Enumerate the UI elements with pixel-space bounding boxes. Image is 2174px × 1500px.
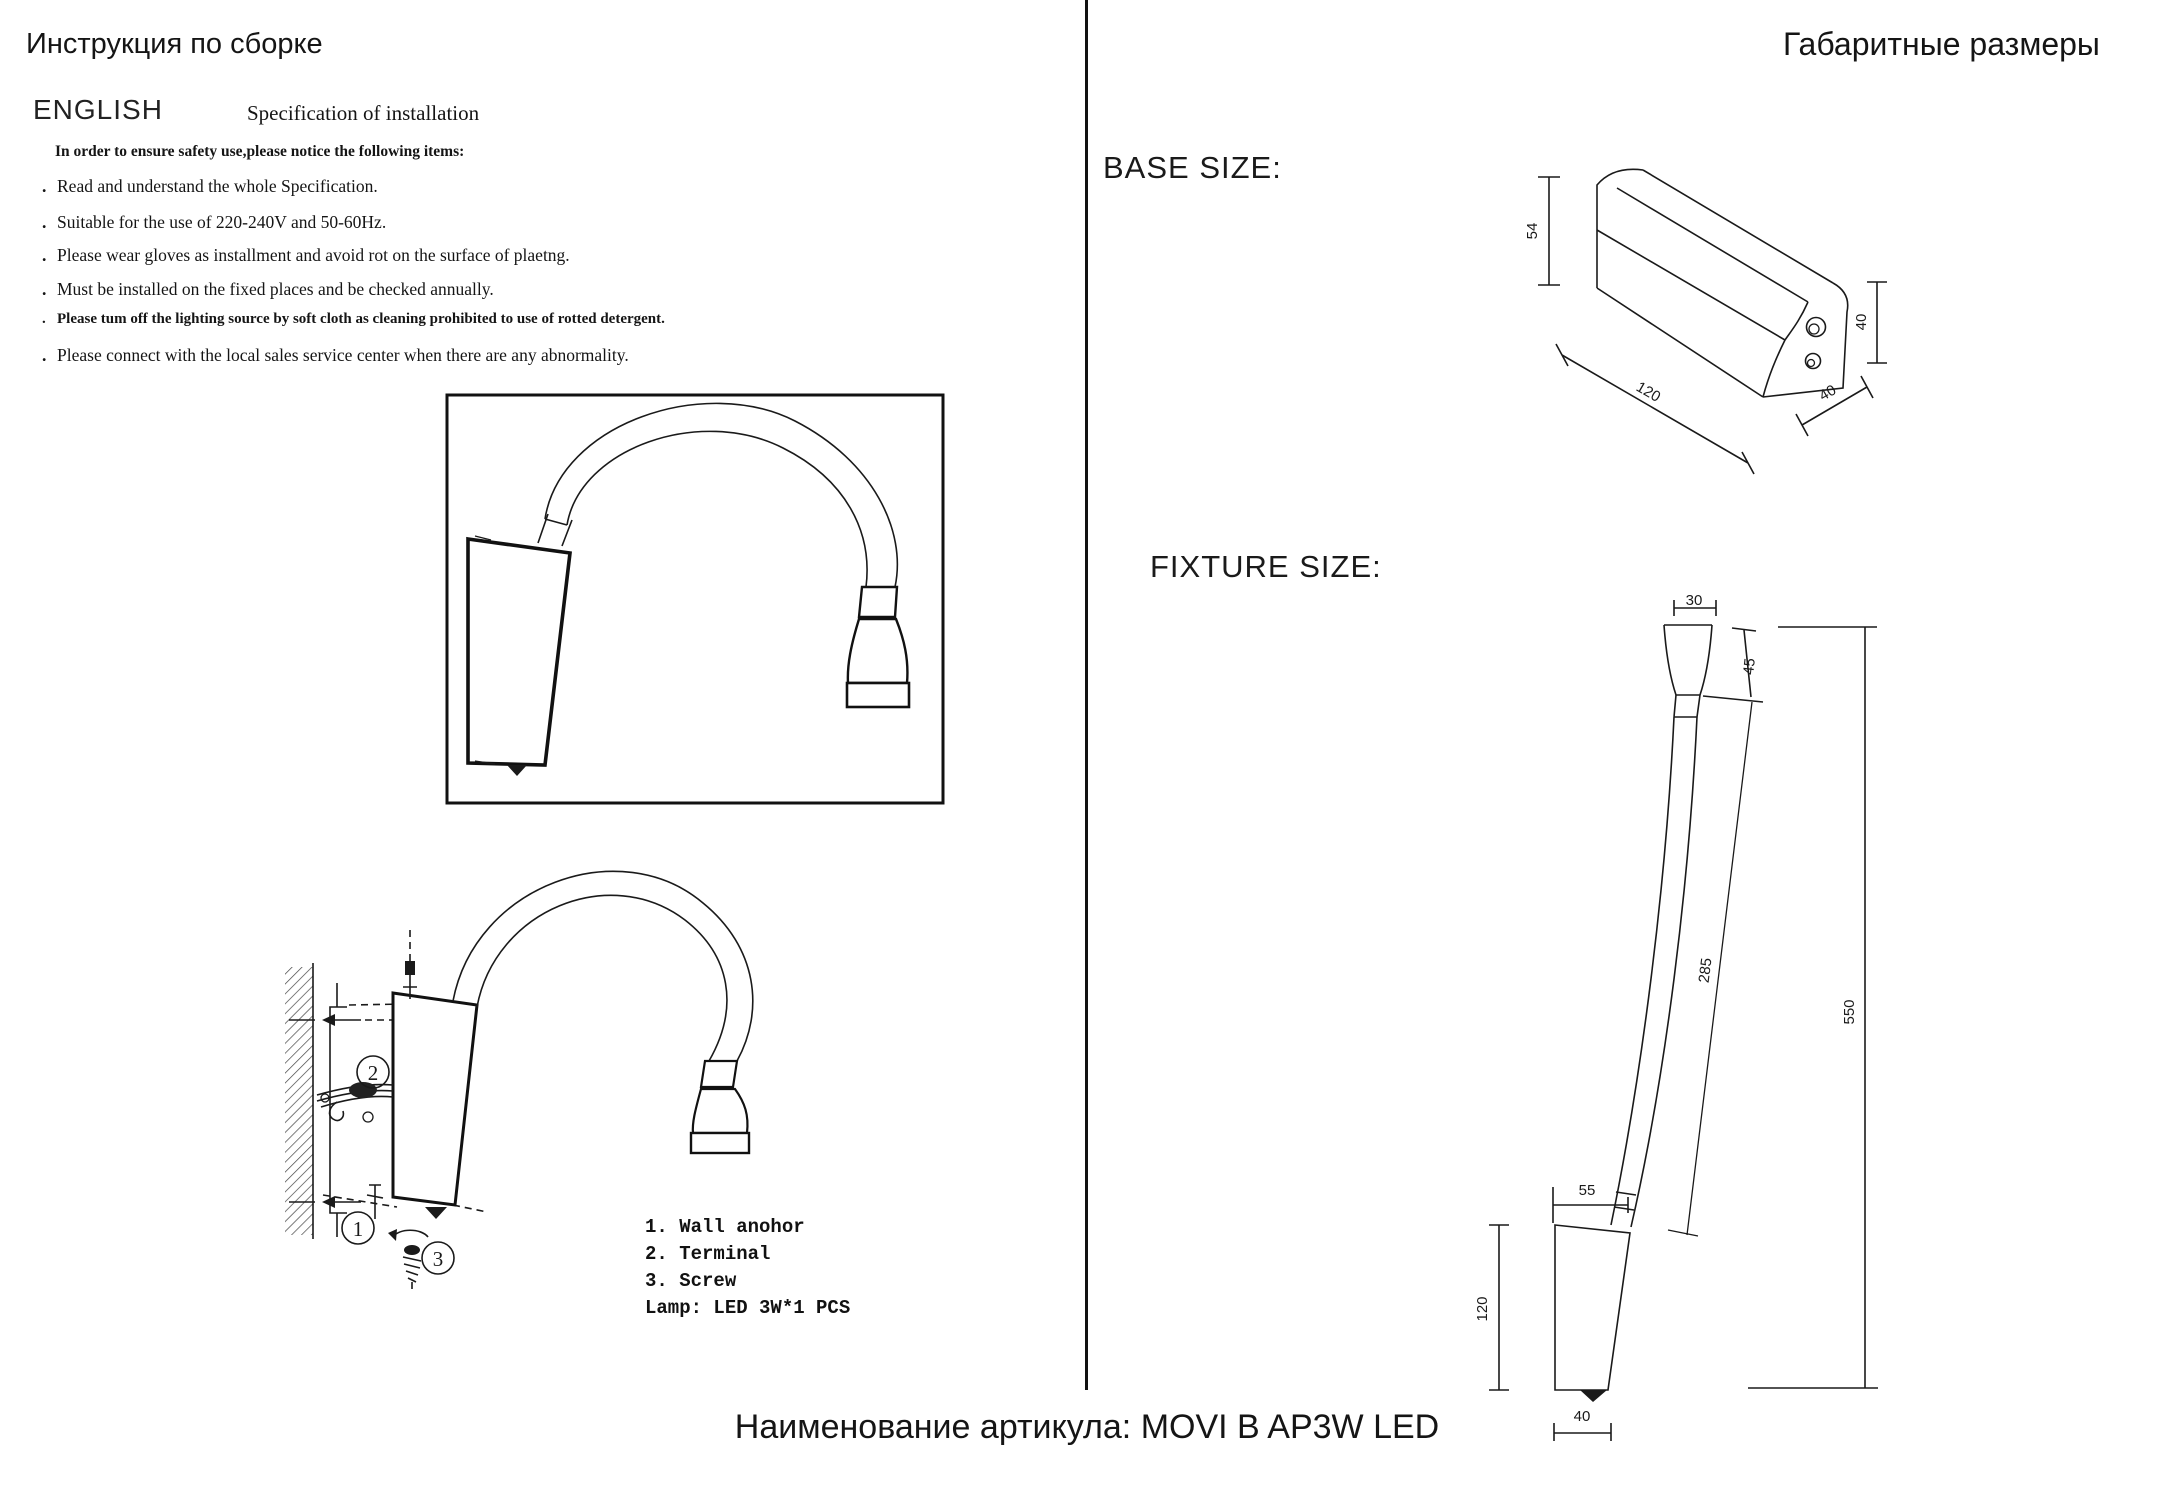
led-indicator	[425, 1207, 447, 1219]
language-heading: ENGLISH	[33, 94, 163, 125]
callout-terminal	[357, 1056, 389, 1088]
lamp-body	[393, 993, 477, 1205]
legend-item-screw: 3. Screw	[645, 1270, 737, 1292]
gooseneck-outer	[453, 871, 753, 1061]
bullet-marker: .	[42, 176, 47, 196]
dim-value: 40	[1816, 381, 1840, 405]
spec-item-text: Read and understand the whole Specification.	[57, 176, 378, 196]
head-cap	[691, 1133, 749, 1153]
section-divider	[1085, 0, 1088, 1390]
spec-item	[42, 245, 570, 266]
spec-item	[42, 212, 386, 233]
fixture-size-drawing	[1470, 575, 1910, 1455]
bullet-marker: .	[42, 245, 47, 265]
product-drawing	[445, 393, 945, 805]
callout-number: 3	[432, 1247, 444, 1271]
dim-value: 40	[1853, 313, 1870, 331]
gooseneck-inner	[477, 895, 727, 1061]
bullet-marker: .	[42, 279, 47, 299]
spec-item-text: Please connect with the local sales service center when there are any abnormality.	[57, 345, 629, 365]
terminal-wires	[317, 1082, 393, 1122]
bullet-marker: .	[42, 311, 46, 327]
legend-item-wall-anchor: 1. Wall anohor	[645, 1216, 805, 1238]
dim-value: 120	[1474, 1296, 1491, 1322]
legend-lamp-spec: Lamp: LED 3W*1 PCS	[645, 1297, 851, 1319]
dim-value: 40	[1573, 1408, 1591, 1425]
base-size-drawing	[1510, 150, 1910, 480]
fixture-arm	[1611, 717, 1697, 1227]
bullet-marker: .	[42, 345, 47, 365]
spec-item	[42, 311, 665, 328]
dim-base-top-width	[1553, 1182, 1628, 1223]
spec-item-text: Please tum off the lighting source by soft cloth as cleaning prohibited to use of rotted detergent.	[57, 311, 665, 327]
fixture-head	[1664, 625, 1712, 717]
article-name: Наименование артикула: MOVI B AP3W LED	[734, 1408, 1440, 1446]
dim-arm-length	[1668, 702, 1752, 1236]
spec-intro: In order to ensure safety use,please notice the following items:	[55, 143, 465, 160]
dim-total-height	[1748, 627, 1878, 1388]
lamp-body	[468, 539, 570, 765]
gooseneck-inner	[567, 431, 867, 587]
base-size-heading: BASE SIZE:	[1103, 150, 1282, 185]
dim-value: 30	[1685, 592, 1703, 609]
led-indicator	[1580, 1390, 1607, 1402]
dim-value: 285	[1695, 956, 1716, 984]
led-indicator	[507, 765, 527, 776]
dim-value: 120	[1633, 378, 1664, 406]
spec-item	[42, 176, 378, 197]
dim-value: 55	[1578, 1182, 1596, 1199]
overall-dimensions-title: Габаритные размеры	[1783, 26, 2100, 62]
head-cap	[847, 683, 909, 707]
callout-number: 2	[367, 1061, 379, 1085]
bullet-marker: .	[42, 212, 47, 232]
callout-number: 1	[352, 1217, 364, 1241]
head-ring	[859, 587, 897, 617]
dim-base-height	[1524, 177, 1560, 285]
dim-value: 550	[1841, 999, 1858, 1025]
dim-value: 54	[1524, 222, 1541, 240]
head-cone	[848, 619, 908, 683]
spec-item-text: Suitable for the use of 220-240V and 50-60Hz.	[57, 212, 387, 232]
head-ring	[701, 1061, 737, 1087]
spec-item-text: Please wear gloves as installment and avoid rot on the surface of plaetng.	[57, 245, 570, 265]
spec-item-text: Must be installed on the fixed places and be checked annually.	[57, 279, 494, 299]
dim-base-end-height	[1853, 282, 1887, 363]
dim-head-height	[1703, 628, 1763, 702]
callout-wall-anchor	[342, 1212, 374, 1244]
dim-base-height	[1474, 1225, 1509, 1390]
assembly-instruction-title: Инструкция по сборке	[26, 28, 323, 60]
wall-hatch	[285, 967, 313, 1235]
fixture-size-heading: FIXTURE SIZE:	[1150, 549, 1382, 584]
legend-item-terminal: 2. Terminal	[645, 1243, 771, 1265]
parts-legend	[645, 1214, 850, 1322]
fixture-base	[1555, 1225, 1630, 1402]
dim-value: 45	[1740, 657, 1759, 676]
spec-item	[42, 345, 629, 366]
dim-head-width	[1674, 592, 1716, 616]
callout-screw	[422, 1242, 454, 1274]
spec-item	[42, 279, 494, 300]
head-cone	[693, 1089, 748, 1133]
base-prism	[1597, 169, 1848, 397]
spec-heading: Specification of installation	[247, 101, 480, 125]
dim-base-depth	[1796, 376, 1873, 436]
gooseneck-outer	[545, 403, 897, 587]
screw-top-icon	[403, 930, 417, 999]
dim-base-length	[1556, 344, 1754, 474]
